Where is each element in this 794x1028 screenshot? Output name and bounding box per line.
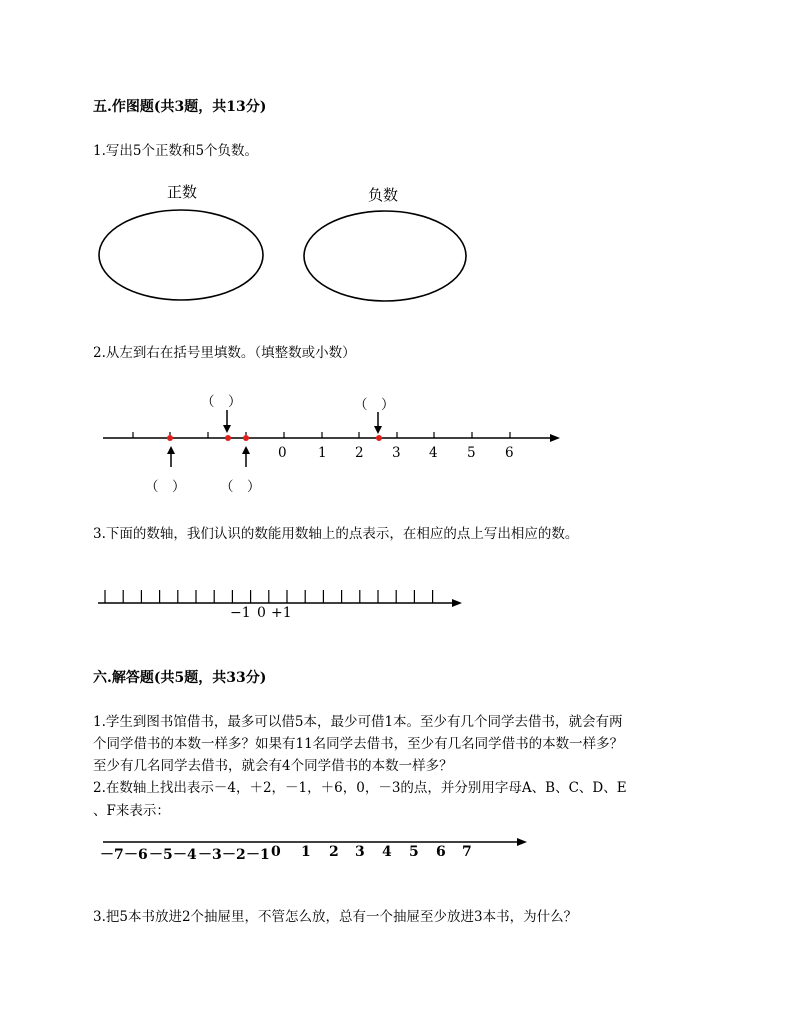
question-6-1-line: 1.学生到图书馆借书，最多可以借5本，最少可借1本。至少有几个同学去借书，就会有两 (93, 714, 623, 730)
red-point-2 (225, 435, 231, 441)
red-point-3 (243, 435, 249, 441)
number-line-q2 (103, 410, 560, 467)
tick-label: 2 (355, 445, 364, 461)
section-5-heading: 五.作图题(共3题，共13分) (93, 99, 267, 115)
tick-label: 4 (382, 844, 392, 860)
question-6-1-line: 至少有几名同学去借书，就会有4个同学借书的本数一样多？ (93, 758, 453, 774)
tick-label: 1 (301, 844, 311, 860)
arrow-up-icon (167, 446, 175, 467)
question-5-2-text: 2.从左到右在括号里填数。（填整数或小数） (93, 345, 356, 361)
tick-label: －5 (149, 847, 173, 863)
tick-label: －6 (124, 847, 148, 863)
tick-label: 5 (409, 844, 419, 860)
arrow-down-icon (374, 412, 382, 434)
tick-label: 6 (505, 445, 514, 461)
answer-paren: （ ） (220, 479, 261, 495)
section-6-heading: 六.解答题(共5题，共33分) (93, 670, 267, 686)
tick-label: 4 (429, 445, 438, 461)
question-6-2-line: 、F来表示： (93, 803, 170, 819)
label-negative: 负数 (368, 186, 399, 204)
red-point-4 (376, 435, 382, 441)
question-6-1-line: 个同学借书的本数一样多？如果有11名同学去借书，至少有几名同学借书的本数一样多？ (93, 736, 624, 752)
tick-label: 0 (278, 445, 287, 461)
negative-ellipse (304, 211, 466, 301)
tick-label: －3 (198, 847, 222, 863)
tick-label: 0 (257, 605, 266, 621)
tick-label: －1 (246, 847, 270, 863)
answer-paren: （ ） (201, 394, 242, 410)
tick-label: 3 (355, 844, 365, 860)
label-positive: 正数 (167, 183, 198, 201)
tick-label: 6 (436, 844, 446, 860)
question-5-1-text: 1.写出5个正数和5个负数。 (93, 143, 259, 159)
answer-paren: （ ） (145, 479, 186, 495)
tick-label: 0 (271, 844, 281, 860)
red-point-1 (167, 435, 173, 441)
arrow-down-icon (223, 410, 231, 433)
tick-label: 5 (467, 445, 476, 461)
tick-label: －4 (173, 847, 197, 863)
tick-label: 2 (329, 844, 339, 860)
tick-label: −1 (230, 605, 251, 621)
question-5-3-text: 3.下面的数轴，我们认识的数能用数轴上的点表示，在相应的点上写出相应的数。 (93, 526, 579, 542)
tick-label: 1 (318, 445, 327, 461)
tick-label: －2 (222, 847, 246, 863)
positive-ellipse (99, 210, 263, 300)
question-6-2-line: 2.在数轴上找出表示－4，＋2，－1，＋6，0，－3的点，并分别用字母A、B、C、D、E (93, 780, 627, 796)
tick-label: －7 (100, 847, 124, 863)
tick-label: +1 (271, 605, 292, 621)
tick-label: 7 (462, 844, 472, 860)
tick-label: 3 (392, 445, 401, 461)
arrow-up-icon (242, 446, 250, 467)
question-6-3-text: 3.把5本书放进2个抽屉里，不管怎么放，总有一个抽屉至少放进3本书，为什么？ (93, 909, 578, 925)
answer-paren: （ ） (354, 397, 395, 413)
